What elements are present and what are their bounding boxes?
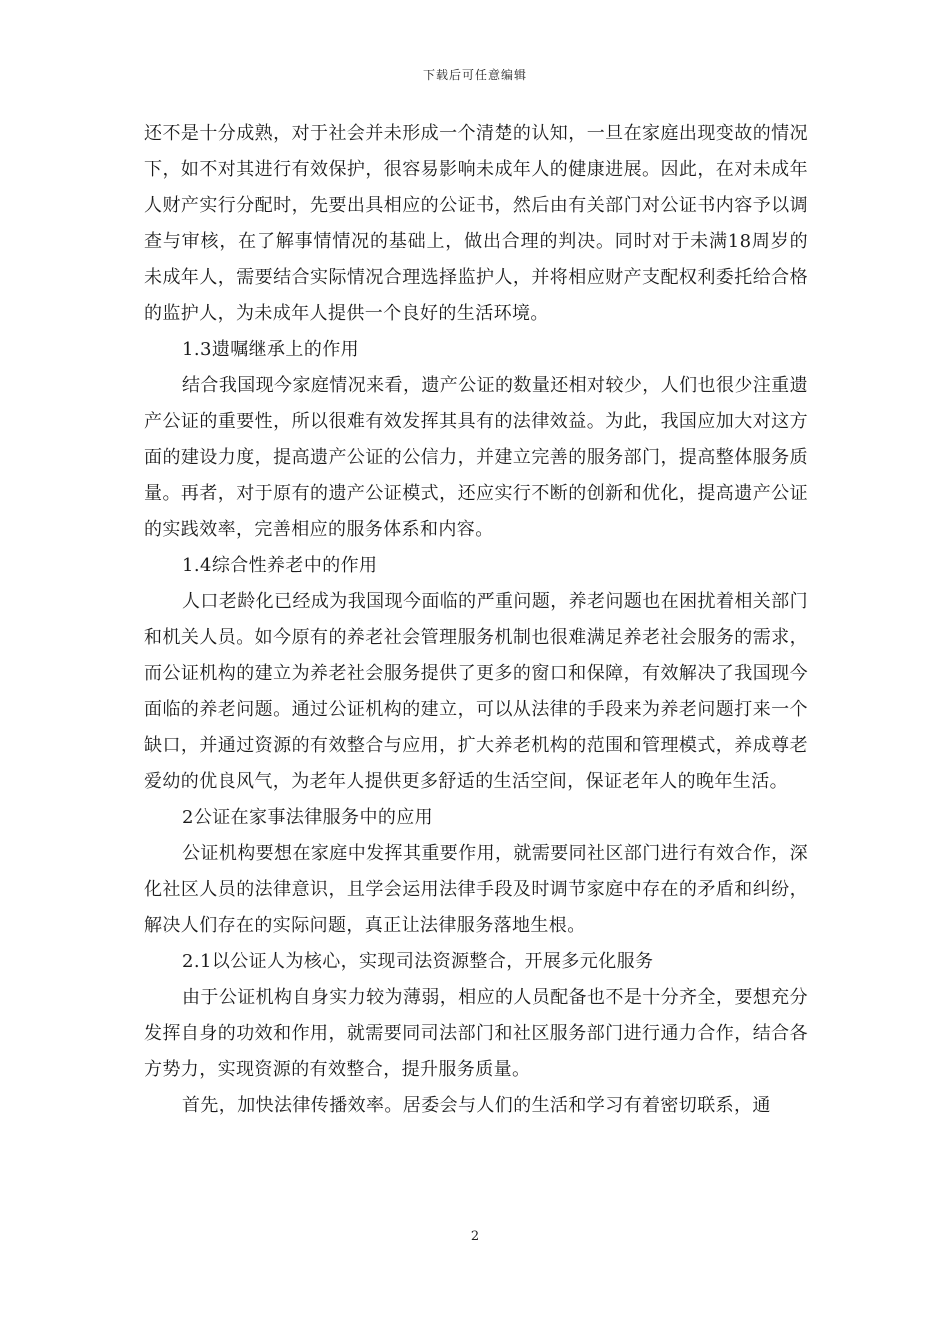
page-number: 2 (470, 1229, 480, 1244)
section-heading-1-3: 1.3遗嘱继承上的作用 (182, 339, 360, 360)
section-heading-1-4: 1.4综合性养老中的作用 (182, 555, 378, 576)
paragraph-resource-integration: 由于公证机构自身实力较为薄弱，相应的人员配备也不是十分齐全，要想充分发挥自身的功效和作用，就需要同司法部门和社区服务部门进行通力合作，结合各方势力，实现资源的有效整合，提升服务质量。 (144, 987, 808, 1080)
document-body (144, 116, 808, 1124)
section-heading-2: 2公证在家事法律服务中的应用 (182, 807, 434, 828)
paragraph-community-cooperation: 公证机构要想在家庭中发挥其重要作用，就需要同社区部门进行有效合作，深化社区人员的法律意识，且学会运用法律手段及时调节家庭中存在的矛盾和纠纷，解决人们存在的实际问题，真正让法律服务落地生根。 (144, 843, 808, 936)
paragraph-minor-property: 还不是十分成熟，对于社会并未形成一个清楚的认知，一旦在家庭出现变故的情况下，如不对其进行有效保护，很容易影响未成年人的健康进展。因此，在对未成年人财产实行分配时，先要出具相应的公证书，然后由有关部门对公证书内容予以调查与审核，在了解事情情况的基础上，做出合理的判决。同时对于未满18周岁的未成年人，需要结合实际情况合理选择监护人，并将相应财产支配权利委托给合格的监护人，为未成年人提供一个良好的生活环境。 (144, 123, 808, 324)
page-header: 下载后可任意编辑 (422, 68, 527, 82)
paragraph-legal-dissemination: 首先，加快法律传播效率。居委会与人们的生活和学习有着密切联系，通 (182, 1095, 771, 1116)
paragraph-elderly-care: 人口老龄化已经成为我国现今面临的严重问题，养老问题也在困扰着相关部门和机关人员。如今原有的养老社会管理服务机制也很难满足养老社会服务的需求，而公证机构的建立为养老社会服务提供了更多的窗口和保障，有效解决了我国现今面临的养老问题。通过公证机构的建立，可以从法律的手段来为养老问题打来一个缺口，并通过资源的有效整合与应用，扩大养老机构的范围和管理模式，养成尊老爱幼的优良风气，为老年人提供更多舒适的生活空间，保证老年人的晚年生活。 (144, 591, 808, 792)
section-heading-2-1: 2.1以公证人为核心，实现司法资源整合，开展多元化服务 (182, 951, 654, 972)
paragraph-inheritance: 结合我国现今家庭情况来看，遗产公证的数量还相对较少，人们也很少注重遗产公证的重要性，所以很难有效发挥其具有的法律效益。为此，我国应加大对这方面的建设力度，提高遗产公证的公信力，并建立完善的服务部门，提高整体服务质量。再者，对于原有的遗产公证模式，还应实行不断的创新和优化，提高遗产公证的实践效率，完善相应的服务体系和内容。 (144, 375, 808, 540)
